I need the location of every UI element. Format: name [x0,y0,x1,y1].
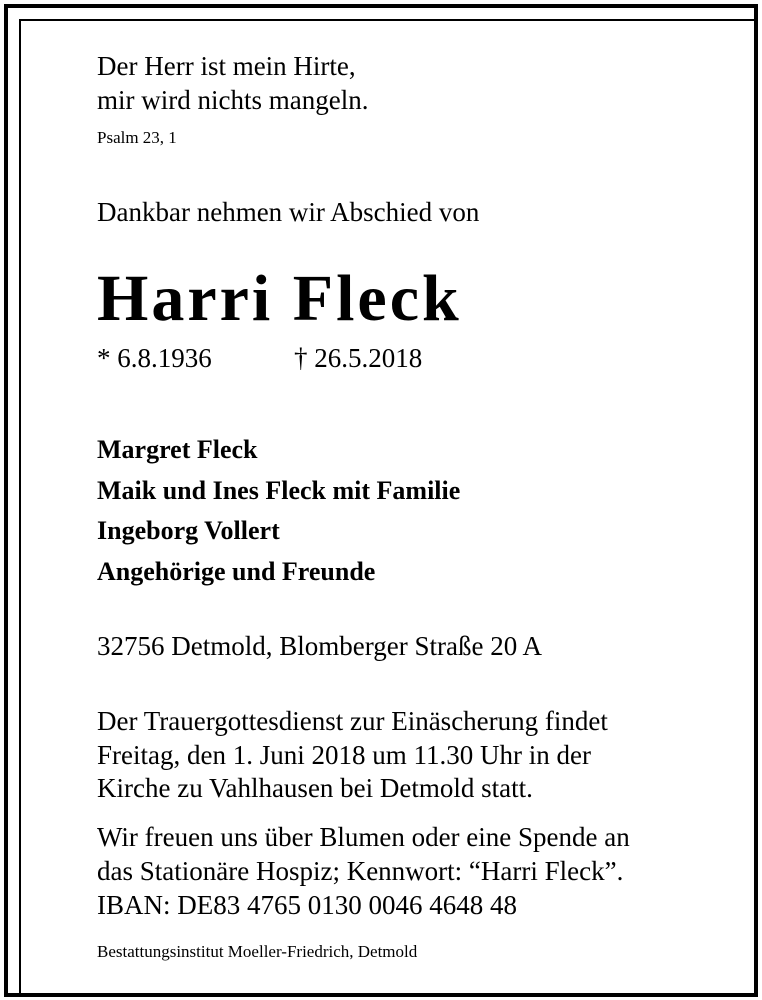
deceased-name: Harri Fleck [97,262,462,335]
verse-line-2: mir wird nichts mangeln. [97,85,369,115]
life-dates [97,343,423,374]
donation-line-1: Wir freuen uns über Blumen oder eine Spende an [97,822,630,852]
mourner: Margret Fleck [97,435,258,464]
verse-line-1: Der Herr ist mein Hirte, [97,51,356,81]
address: 32756 Detmold, Blomberger Straße 20 A [97,631,542,661]
mourner: Ingeborg Vollert [97,516,280,545]
service-info [97,705,608,806]
service-line-2: Freitag, den 1. Juni 2018 um 11.30 Uhr in der [97,739,591,770]
bible-verse [97,49,368,117]
mourner: Maik und Ines Fleck mit Familie [97,475,461,505]
donation-iban: IBAN: DE83 4765 0130 0046 4648 48 [97,890,517,920]
service-line-3: Kirche zu Vahlhausen bei Detmold statt. [97,773,533,803]
intro-text: Dankbar nehmen wir Abschied von [97,197,480,227]
undertaker: Bestattungsinstitut Moeller-Friedrich, Detmold [97,942,418,961]
donation-info [97,820,630,922]
donation-line-2: das Stationäre Hospiz; Kennwort: “Harri Fleck”. [97,856,624,886]
mourner: Angehörige und Freunde [97,556,376,586]
verse-reference: Psalm 23, 1 [97,128,177,147]
birth-date: * 6.8.1936 [97,343,212,373]
mourners-list [97,430,460,592]
service-line-1: Der Trauergottesdienst zur Einäscherung findet [97,706,608,736]
death-date: † 26.5.2018 [294,343,423,373]
